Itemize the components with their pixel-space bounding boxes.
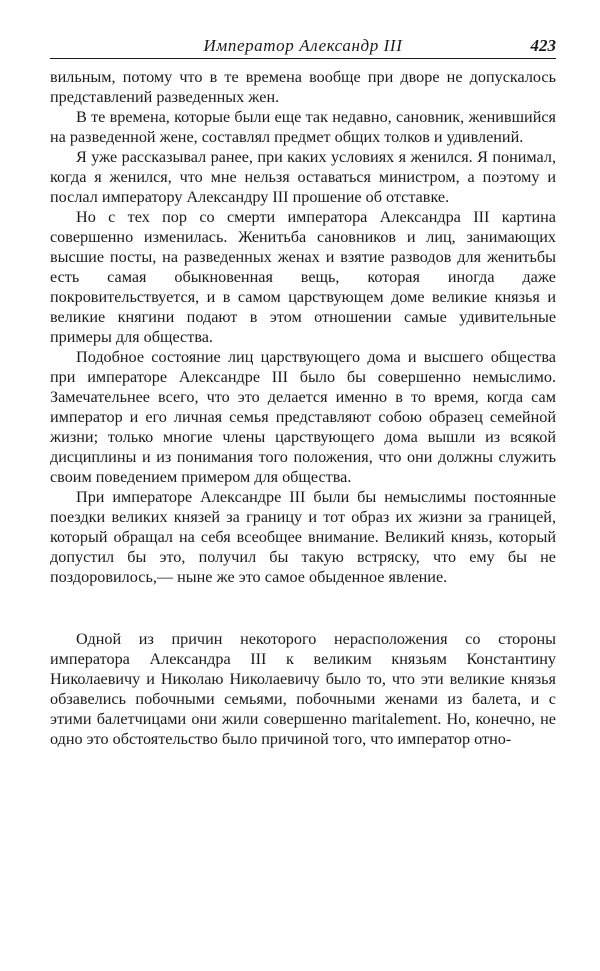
main-text (50, 67, 556, 749)
section-break (50, 587, 556, 629)
running-title: Император Александр III (203, 36, 403, 55)
paragraph-continuation: вильным, потому что в те времена вообще при дворе не допускалось представлений разведенных жен. (50, 68, 556, 106)
paragraph: Подобное состояние лиц царствующего дома и высшего общества при императоре Александре III было бы совершенно немыслимо. Замечательнее всего, что это делается именно в то время, когда сам император и его личная семья представляют собою образец семейной жизни; только многие члены царствующего дома вышли из всякой дисциплины и из понимания того положения, что они должны служить своим поведением примером для общества. (50, 348, 556, 486)
paragraph: В те времена, которые были еще так недавно, сановник, женившийся на разведенной жене, составлял предмет общих толков и удивлений. (50, 108, 556, 146)
paragraph: Я уже рассказывал ранее, при каких условиях я женился. Я понимал, когда я женился, что мне нельзя оставаться министром, а поэтому и послал императору Александру III прошение об отставке. (50, 148, 556, 206)
page-number: 423 (530, 36, 556, 55)
book-page (50, 34, 556, 749)
paragraph: Но с тех пор со смерти императора Александра III картина совершенно изменилась. Женитьба сановников и лиц, занимающих высшие посты, на разведенных женах и взятие разводов для женитьбы есть самая обыкновенная вещь, которая иногда даже покровительствуется, и в самом царствующем доме великие князья и великие княгини подают в этом отношении самые удивительные примеры для общества. (50, 208, 556, 346)
running-head (50, 34, 556, 59)
paragraph-new-section: Одной из причин некоторого нерасположения со стороны императора Александра III к великим князьям Константину Николаевичу и Николаю Николаевичу было то, что эти великие князья обзавелись побочными семьями, побочными женами из балета, и с этими балетчицами они жили совершенно maritalement. Но, конечно, не одно это обстоятельство было причиной того, что император отно- (50, 630, 556, 748)
paragraph: При императоре Александре III были бы немыслимы постоянные поездки великих князей за границу и тот образ их жизни за границей, который обращал на себя всеобщее внимание. Великий князь, который допустил бы это, получил бы такую встряску, что ему бы не поздоровилось,— ныне же это самое обыденное явление. (50, 488, 556, 586)
